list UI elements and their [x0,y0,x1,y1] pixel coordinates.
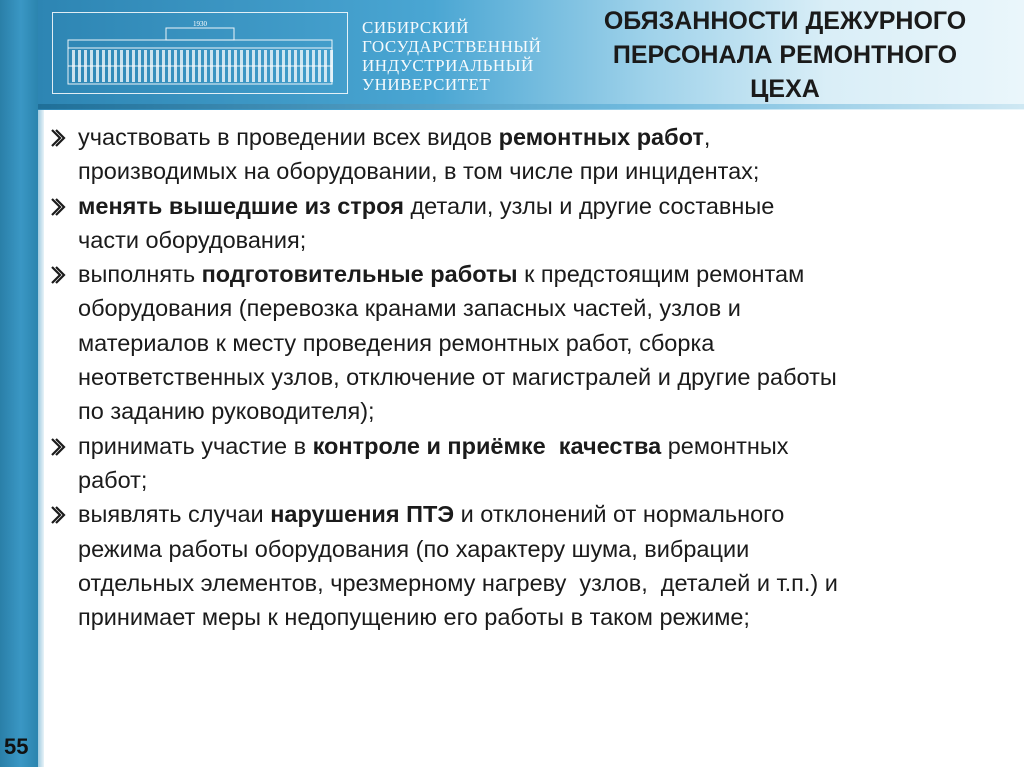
bullet-item [48,257,1014,428]
slide-title-line: ПЕРСОНАЛА РЕМОНТНОГО [612,41,958,69]
bullet-emphasis: подготовительные работы [201,261,518,288]
bullet-text: принимать участие в [78,432,313,459]
bullet-text: неответственных узлов, отключение от магистралей и другие работы [78,364,837,391]
bullet-line [78,360,1014,394]
bullet-arrow-icon [48,120,70,154]
bullet-item [48,429,1014,498]
slide-title [560,4,1010,106]
bullet-line [78,189,1014,223]
bullet-text: отдельных элементов, чрезмерному нагреву узлов, деталей и т.п.) и [78,569,838,596]
university-name-line: ИНДУСТРИАЛЬНЫЙ [362,56,534,75]
bullet-text: и отклонений от нормального [454,501,785,528]
bullet-list [48,120,1014,634]
bullet-arrow-icon [48,497,70,531]
bullet-line [78,223,1014,257]
bullet-line [78,600,1014,634]
bullet-text: участвовать в проведении всех видов [78,124,499,150]
bullet-text: оборудования (перевозка кранами запасных частей, узлов и [78,295,741,322]
bullet-emphasis: нарушения ПТЭ [270,501,455,528]
bullet-text: производимых на оборудовании, в том числе при инцидентах; [78,158,760,185]
logo-year: 1930 [193,20,207,28]
bullet-text: , [703,124,711,150]
bullet-line [78,394,1014,428]
slide-title-line: ОБЯЗАННОСТИ ДЕЖУРНОГО [603,7,967,35]
university-building-icon [58,18,342,90]
bullet-text: выполнять [78,261,202,288]
bullet-emphasis: ремонтных работ [498,124,704,150]
bullet-item [48,120,1014,189]
bullet-text: режима работы оборудования (по характеру шума, вибрации [78,535,750,562]
university-name-line: СИБИРСКИЙ [362,18,470,37]
bullet-text: материалов к месту проведения ремонтных работ, сборка [78,329,715,356]
bullet-line [78,566,1014,600]
bullet-arrow-icon [48,429,70,463]
bullet-line [78,120,1014,154]
bullet-line [78,429,1014,463]
page-number: 55 [4,734,29,759]
bullet-item [48,189,1014,258]
bullet-line [78,291,1014,325]
bullet-line [78,326,1014,360]
bullet-line [78,154,1014,188]
university-name-line: УНИВЕРСИТЕТ [362,75,491,94]
bullet-item [48,497,1014,634]
bullet-text: выявлять случаи [78,501,271,528]
bullet-line [78,257,1014,291]
bullet-line [78,463,1014,497]
bullet-text: детали, узлы и другие составные [403,192,775,219]
university-name [362,18,562,94]
bullet-line [78,497,1014,531]
bullet-arrow-icon [48,189,70,223]
bullet-emphasis: менять вышедшие из строя [78,192,404,219]
bullet-text: ремонтных [661,432,789,459]
bullet-text: работ; [78,466,148,493]
bullet-text: части оборудования; [78,226,307,253]
bullet-line [78,532,1014,566]
bullet-arrow-icon [48,257,70,291]
bullet-text: принимает меры к недопущению его работы в таком режиме; [78,604,750,631]
slide-title-line: ЦЕХА [750,75,820,103]
left-bar-gradient-edge [38,110,44,767]
bullet-text: по заданию руководителя); [78,398,375,425]
university-name-line: ГОСУДАРСТВЕННЫЙ [362,37,542,56]
left-accent-bar [0,0,38,767]
bullet-text: к предстоящим ремонтам [517,261,805,288]
bullet-emphasis: контроле и приёмке качества [312,432,662,459]
